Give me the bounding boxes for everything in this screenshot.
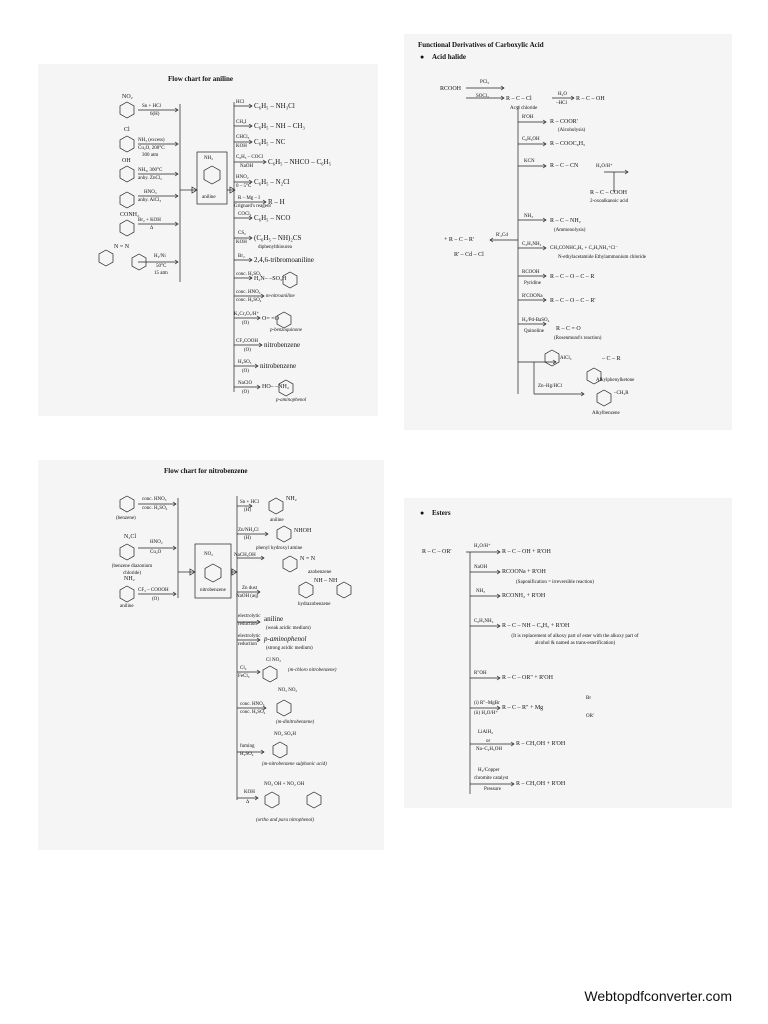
ester-product-7: R – CH₂OH + R'OH xyxy=(516,741,566,747)
acid-branch-note-10: Alkylbenzene xyxy=(592,411,620,416)
nb-product-8: NO₂ NO₂ xyxy=(278,688,298,693)
nb-product-7-note: (m-chloro nitrobenzene) xyxy=(288,668,337,673)
aniline-center-formula: NH₂ xyxy=(204,156,213,161)
product-12: O= =O xyxy=(262,316,279,322)
nb-reagent-7b: FeCl₃ xyxy=(238,674,250,679)
esters-lines xyxy=(404,498,732,808)
nb-product-2: NHOH xyxy=(294,528,312,534)
acid-branch-note-9: Alkylphenylketone xyxy=(596,378,635,383)
product-11: m-nitroaniline xyxy=(266,294,295,299)
product-reagent-11b: conc. H₂SO₄ xyxy=(236,298,262,303)
nb-source-label-2: (benzene diazonium chloride) xyxy=(111,564,153,576)
nb-source-label-1: (benzene) xyxy=(116,516,136,521)
ester-reagent-2: NaOH xyxy=(474,565,488,570)
product-2: C₆H₅ – NH – CH₃ xyxy=(254,122,305,130)
nb-source-reagent-2b: Cu₂O xyxy=(150,550,162,555)
product-reagent-11: conc. HNO₃ xyxy=(236,290,261,295)
acid-branch-note-3: 2-oxoalkanoic acid xyxy=(590,199,629,204)
product-7: C₆H₅ – NCO xyxy=(254,214,291,222)
ester-reagent-8: H₂/Copper xyxy=(478,768,500,773)
nb-reagent-8: conc. HNO₃ xyxy=(240,702,265,707)
nb-reagent-10: KOH xyxy=(244,790,255,795)
nb-reagent-5: electrolytic xyxy=(238,614,261,619)
product-reagent-3b: KOH xyxy=(236,144,247,149)
acid-branch-product-10: –CH₂R xyxy=(614,391,629,396)
nb-center-formula: NO₂ xyxy=(204,552,213,557)
acid-branch-reagent-7: R'COONa xyxy=(522,294,543,299)
product-6: R – H xyxy=(268,198,285,206)
footer-watermark: Webtopdfconverter.com xyxy=(584,988,732,1004)
aniline-flowchart-panel xyxy=(38,64,378,416)
nb-reagent-2b: (H) xyxy=(244,536,251,541)
nb-reagent-9b: H₂SO₄ xyxy=(240,752,254,757)
acid-branch-reagent-10: Zn–Hg/HCl xyxy=(538,384,562,389)
nb-source-formula-2: N₂Cl xyxy=(124,534,137,540)
nb-reagent-7: Cl₂ xyxy=(240,666,247,671)
nb-product-10-note: (ortho and para nitrophenol) xyxy=(256,818,315,823)
nb-reagent-6b: reduction xyxy=(238,642,257,647)
source-reagent-4a: HNO₃ xyxy=(144,190,157,195)
nb-source-reagent-2a: HNO₂ xyxy=(150,540,163,545)
acid-branch-note-1: (Alcoholysis) xyxy=(558,128,586,133)
nb-reagent-2: Zn/NH₄Cl xyxy=(238,528,259,533)
ester-product-1: R – C – OH + R'OH xyxy=(502,549,551,555)
nb-product-1: NH₂ xyxy=(286,496,297,502)
product-reagent-9: Br₂ xyxy=(238,254,245,259)
acid-halide-bullet-text: Acid halide xyxy=(431,53,467,61)
nb-reagent-10b: Δ xyxy=(246,800,250,805)
ester-product-4: R – C – NH – C₆H₅ + R'OH xyxy=(502,623,570,629)
esters-panel xyxy=(404,498,732,808)
ester-reagent-1: H₂O/H⁺ xyxy=(474,544,491,549)
source-reagent-1a: Sn + HCl xyxy=(142,104,161,109)
product-reagent-4b: NaOH xyxy=(240,164,254,169)
nb-source-reagent-1b: conc. H₂SO₄ xyxy=(142,506,168,511)
nb-product-5: aniline xyxy=(264,615,284,623)
nb-reagent-5b: reduction xyxy=(238,622,257,627)
product-15: HO– –NH₂ xyxy=(262,384,289,390)
ester-reagent-4: C₆H₅NH₂ xyxy=(474,619,494,624)
ester-reagent-7: LiAlH₄ xyxy=(478,730,493,735)
acid-branch-reagent-4: NH₃ xyxy=(524,214,533,219)
source-reagent-2b: Cu₂O, 200°C xyxy=(138,146,165,151)
product-13: nitrobenzene xyxy=(264,341,301,349)
acid-branch-note-4: (Ammonolysis) xyxy=(554,228,586,233)
acid-branch-reagent-8b: Quinoline xyxy=(524,329,544,334)
acid-title: Functional Derivatives of Carboxylic Acid xyxy=(418,41,544,49)
product-15-note: p-aminophenol xyxy=(276,398,307,403)
ester-reagent-6b: (ii) H₂O/H⁺ xyxy=(474,711,498,716)
product-reagent-5b: 0 – 5°C xyxy=(236,184,252,189)
acid-branch-product-2: R – COOC₆H₅ xyxy=(550,141,586,147)
nb-product-6-note: (strong acidic medium) xyxy=(266,646,313,651)
nb-product-2-note: phenyl hydroxyl amine xyxy=(256,546,303,551)
acid-branch-reagent-3b: H₃O/H⁺ xyxy=(596,164,613,169)
nb-reagent-1b: (H) xyxy=(244,508,251,513)
acid-branch-product-3: R – C – CN xyxy=(550,163,579,169)
acid-h2o: H₂O xyxy=(558,92,567,97)
acid-branch-product-8: R – C = O xyxy=(556,326,581,332)
acid-branch-product-6: R – C – O – C – R xyxy=(550,274,595,280)
product-reagent-8b: KOH xyxy=(236,240,247,245)
product-9: 2,4,6-tribromoaniline xyxy=(254,256,314,264)
product-14: nitrobenzene xyxy=(260,362,297,370)
product-8: (C₆H₅ – NH)₂CS xyxy=(254,234,302,242)
ester-reagent-5: R"OH xyxy=(474,671,487,676)
acid-branch-reagent-5: C₂H₅NH₂ xyxy=(522,242,542,247)
source-reagent-6c: 15 atm xyxy=(154,271,168,276)
product-reagent-6b: Grignard's reagent xyxy=(234,204,271,209)
ester-product-5: R – C – OR" + R'OH xyxy=(502,675,553,681)
acid-hcl: –HCl xyxy=(556,101,567,106)
product-reagent-6: R – Mg – I xyxy=(238,196,260,201)
source-reagent-6a: H₂/Ni xyxy=(154,254,166,259)
nb-source-reagent-3a: CF₃ – COOOH xyxy=(138,588,169,593)
product-reagent-10: conc. H₂SO₄ xyxy=(236,272,262,277)
aniline-diagram-lines xyxy=(38,64,378,416)
nb-reagent-8b: conc. H₂SO₄ xyxy=(240,710,266,715)
product-reagent-5: HNO₂ xyxy=(236,175,249,180)
nb-product-3: N = N xyxy=(300,556,316,562)
ester-note-2: (Saponification = irreversible reaction) xyxy=(516,580,594,585)
product-5: C₆H₅ – N₂Cl xyxy=(254,178,290,186)
acid-branch-product-5: CH₃CONHC₂H₅ + C₂H₅NH₃⁺Cl⁻ xyxy=(550,246,619,251)
product-reagent-2: CH₃I xyxy=(236,120,247,125)
ester-reagent-7c: Na–C₂H₅OH xyxy=(476,747,502,752)
source-formula-5: CONH₂ xyxy=(120,212,140,218)
acid-branch-reagent-6b: Pyridine xyxy=(524,281,541,286)
product-reagent-4: C₆H₅ – COCl xyxy=(236,155,264,160)
nb-product-3-note: azobenzene xyxy=(308,570,332,575)
nb-reagent-1: Sn + HCl xyxy=(240,500,259,505)
product-reagent-1: HCl xyxy=(236,100,245,105)
acid-halide-bullet: ● Acid halide xyxy=(420,53,467,61)
product-reagent-13b: (O) xyxy=(244,348,251,353)
nb-product-9-note: (m-nitrobenzene sulphonic acid) xyxy=(262,762,327,767)
nb-source-reagent-1a: conc. HNO₃ xyxy=(142,497,167,502)
nb-product-6: p-aminophenol xyxy=(264,635,307,643)
source-reagent-5a: Br₂ + KOH xyxy=(138,218,161,223)
product-reagent-15: NaClO xyxy=(238,381,253,386)
acid-branch-note-8: (Rosenmund's reaction) xyxy=(554,336,602,341)
acid-branch-product-9: – C – R xyxy=(602,356,621,362)
nitrobenzene-flowchart-panel xyxy=(38,460,384,850)
acid-left-reagent: R'₂Cd xyxy=(496,233,508,238)
aniline-center-label: aniline xyxy=(202,195,216,200)
ester-reagent-8b: chromite catalyst xyxy=(474,776,509,781)
product-reagent-14b: (O) xyxy=(242,369,249,374)
ester-product-8: R – CH₂OH + R'OH xyxy=(516,781,566,787)
acid-branch-product-3b: R – C – COOH xyxy=(590,190,628,196)
acid-branch-reagent-2: C₆H₅OH xyxy=(522,137,540,142)
acid-pcl5: PCl₅ xyxy=(480,80,490,85)
nb-product-5-note: (weak acidic medium) xyxy=(266,626,311,631)
product-12-note: p-benzoquinone xyxy=(270,328,302,333)
nb-product-4: NH – NH xyxy=(314,578,338,584)
acid-acyl-label: Acyl chloride xyxy=(510,106,538,111)
nb-product-9: NO₂ SO₃H xyxy=(274,732,296,737)
source-formula-3: OH xyxy=(122,158,131,164)
ester-reagent-8c: Pressure xyxy=(484,787,501,792)
source-formula-6: N = N xyxy=(114,244,130,250)
source-reagent-3b: anhy. ZnCl₂ xyxy=(138,176,162,181)
acid-branch-reagent-8: H₂/Pd-BaSO₄ xyxy=(522,318,550,323)
nb-center-label: nitrobenzene xyxy=(200,588,226,593)
ester-reagent-7b: or xyxy=(486,739,491,744)
source-reagent-2c: 300 atm xyxy=(142,153,159,158)
product-reagent-3: CHCl₃ xyxy=(236,135,250,140)
acid-branch-reagent-6: RCOOH xyxy=(522,270,540,275)
nb-reagent-9: fuming xyxy=(240,744,255,749)
product-10: H₂N– –SO₃H xyxy=(254,276,287,282)
nb-product-7: Cl NO₂ xyxy=(266,658,281,663)
source-formula-2: Cl xyxy=(124,127,130,133)
nb-source-formula-3: NH₂ xyxy=(124,576,135,582)
acid-socl2: SOCl₂ xyxy=(476,94,489,99)
ester-reagent-6: (i) R"–MgBr xyxy=(474,701,500,706)
acid-branch-product-4: R – C – NH₂ xyxy=(550,218,581,224)
ester-product-6: R – C – R" + Mg xyxy=(502,705,544,711)
product-reagent-12: K₂Cr₂O₇/H⁺ xyxy=(234,312,260,317)
nb-product-8-note: (m-dinitrobenzene) xyxy=(276,720,315,725)
acid-branch-reagent-1: R'OH xyxy=(522,115,534,120)
acid-start: RCOOH xyxy=(440,86,462,92)
acid-branch-product-7: R – C – O – C – R' xyxy=(550,298,596,304)
source-reagent-5b: Δ xyxy=(150,226,154,231)
product-reagent-8: CS₂ xyxy=(238,231,246,236)
nb-reagent-4b: NaOH (aq) xyxy=(236,594,259,599)
nitrobenzene-title: Flow chart for nitrobenzene xyxy=(164,467,248,475)
nb-source-label-3: aniline xyxy=(120,604,134,609)
product-4: C₆H₅ – NHCO – C₆H₅ xyxy=(268,158,332,166)
nitrobenzene-diagram-lines xyxy=(38,460,384,850)
source-reagent-3a: NH₃, 300°C xyxy=(138,168,163,173)
product-reagent-7: COCl₂ xyxy=(238,212,252,217)
ester-side-6: Br xyxy=(586,696,591,701)
nb-product-4-note: hydrazobenzene xyxy=(298,602,331,607)
product-reagent-15b: (O) xyxy=(242,390,249,395)
ester-reagent-3: NH₃ xyxy=(476,589,485,594)
source-reagent-1b: 6(H) xyxy=(150,112,160,117)
acid-left-product: + R – C – R' xyxy=(444,237,474,243)
product-8-note: diphenylthiourea xyxy=(258,245,292,250)
ester-product-2: RCOONa + R'OH xyxy=(502,569,546,575)
product-reagent-13: CF₃COOH xyxy=(236,339,259,344)
nb-reagent-3: NaCH₃OH xyxy=(234,553,256,558)
ester-product-3: RCONH₂ + R'OH xyxy=(502,593,546,599)
esters-bullet: ● Esters xyxy=(420,509,451,517)
source-reagent-2a: NH₃ (excess) xyxy=(138,138,165,143)
acid-left-product2: R' – Cd – Cl xyxy=(454,252,484,258)
nb-reagent-6: electrolytic xyxy=(238,634,261,639)
acid-product-acid: R – C – OH xyxy=(576,96,605,102)
esters-bullet-text: Esters xyxy=(431,509,451,517)
esters-start: R – C – OR' xyxy=(422,549,452,555)
source-formula-1: NO₂ xyxy=(122,94,133,100)
product-reagent-12b: (O) xyxy=(242,321,249,326)
source-reagent-6b: 50°C xyxy=(156,264,167,269)
acid-branch-reagent-9: AlCl₃ xyxy=(560,356,572,361)
source-reagent-4b: anhy. AlCl₃ xyxy=(138,198,162,203)
ester-note-4: (It is replacement of alkoxy part of ester with the alkoxy part of alcohol & named as trans-esterification) xyxy=(511,634,639,646)
aniline-title: Flow chart for aniline xyxy=(168,75,234,83)
acid-acyl: R – C – Cl xyxy=(506,96,532,102)
acid-branch-note-5: N-ethylacetamide Ethylammonium chloride xyxy=(558,255,647,260)
nb-source-reagent-3b: (O) xyxy=(152,597,159,602)
acid-halide-panel xyxy=(404,34,732,430)
nb-product-1-note: aniline xyxy=(270,518,284,523)
acid-branch-product-1: R – COOR' xyxy=(550,119,578,125)
product-reagent-14: H₂SO₅ xyxy=(238,360,252,365)
ester-side-6b: OR' xyxy=(586,714,594,719)
nb-product-10: NO₂ OH + NO₂ OH xyxy=(264,782,305,787)
product-1: C₆H₅ – NH₃Cl xyxy=(254,102,295,110)
nb-reagent-4: Zn dust xyxy=(242,586,258,591)
product-3: C₆H₅ – NC xyxy=(254,138,286,146)
acid-branch-reagent-3: KCN xyxy=(524,159,535,164)
